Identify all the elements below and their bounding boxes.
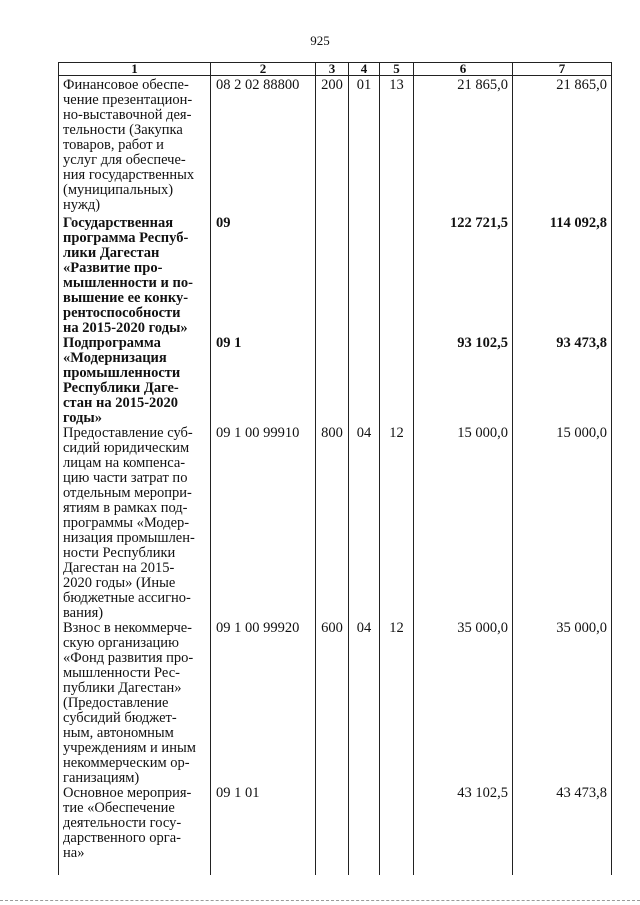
row-value-7: 21 865,0 (513, 76, 612, 217)
table-row (59, 786, 612, 875)
row-value-6: 43 102,5 (414, 786, 513, 875)
budget-table (58, 62, 612, 875)
row-col4: 01 (349, 76, 380, 217)
row-name: Подпрограмма «Модернизация промышленности Республики Даге- стан на 2015-2020 годы» (59, 336, 211, 426)
row-col3 (316, 786, 349, 875)
row-col3: 600 (316, 621, 349, 786)
table-row (59, 426, 612, 621)
row-value-7: 114 092,8 (513, 216, 612, 336)
row-col3: 200 (316, 76, 349, 217)
page-number: 925 (310, 33, 330, 48)
row-col3 (316, 336, 349, 426)
row-code: 09 1 (211, 336, 316, 426)
table-row (59, 216, 612, 336)
row-col5 (380, 336, 414, 426)
row-col5 (380, 216, 414, 336)
column-header: 2 (211, 63, 316, 76)
row-value-6: 21 865,0 (414, 76, 513, 217)
row-code: 09 (211, 216, 316, 336)
table-header-row (59, 63, 612, 76)
row-code: 08 2 02 88800 (211, 76, 316, 217)
row-value-7: 35 000,0 (513, 621, 612, 786)
row-col5: 12 (380, 426, 414, 621)
table-row (59, 336, 612, 426)
row-col3 (316, 216, 349, 336)
row-col5: 13 (380, 76, 414, 217)
row-code: 09 1 00 99910 (211, 426, 316, 621)
row-value-6: 122 721,5 (414, 216, 513, 336)
column-header: 7 (513, 63, 612, 76)
column-header: 5 (380, 63, 414, 76)
row-value-7: 15 000,0 (513, 426, 612, 621)
row-name: Государственная программа Респуб- лики Дагестан «Развитие про- мышленности и по- вышение ее конку- рентоспособности на 2015-2020 годы» (59, 216, 211, 336)
row-code: 09 1 00 99920 (211, 621, 316, 786)
table-row (59, 76, 612, 217)
row-value-6: 35 000,0 (414, 621, 513, 786)
row-col5 (380, 786, 414, 875)
column-header: 1 (59, 63, 211, 76)
column-header: 4 (349, 63, 380, 76)
row-value-6: 93 102,5 (414, 336, 513, 426)
row-name: Основное мероприя- тие «Обеспечение деятельности госу- дарственного орга- на» (59, 786, 211, 875)
row-col5: 12 (380, 621, 414, 786)
row-value-7: 43 473,8 (513, 786, 612, 875)
row-name: Взнос в некоммерче- скую организацию «Фонд развития про- мышленности Рес- публики Дагестан» (Предоставление субсидий бюджет- ным, автономным учреждениям и иным некоммерческим ор- ганизациям) (59, 621, 211, 786)
row-col4 (349, 336, 380, 426)
column-header: 3 (316, 63, 349, 76)
row-value-6: 15 000,0 (414, 426, 513, 621)
row-col4 (349, 216, 380, 336)
row-value-7: 93 473,8 (513, 336, 612, 426)
row-code: 09 1 01 (211, 786, 316, 875)
column-header: 6 (414, 63, 513, 76)
row-name: Предоставление суб- сидий юридическим лицам на компенса- цию части затрат по отдельным меропри- ятиям в рамках под- программы «Модер- низация промышлен- ности Республики Дагестан на 2015- 2020 годы» (Иные бюджетные ассигно- вания) (59, 426, 211, 621)
row-name: Финансовое обеспе- чение презентацион- но-выставочной дея- тельности (Закупка товаров, работ и услуг для обеспече- ния государственных (муниципальных) нужд) (59, 76, 211, 217)
row-col4 (349, 786, 380, 875)
page-bottom-divider (0, 900, 640, 901)
row-col4: 04 (349, 426, 380, 621)
row-col4: 04 (349, 621, 380, 786)
row-col3: 800 (316, 426, 349, 621)
table-row (59, 621, 612, 786)
